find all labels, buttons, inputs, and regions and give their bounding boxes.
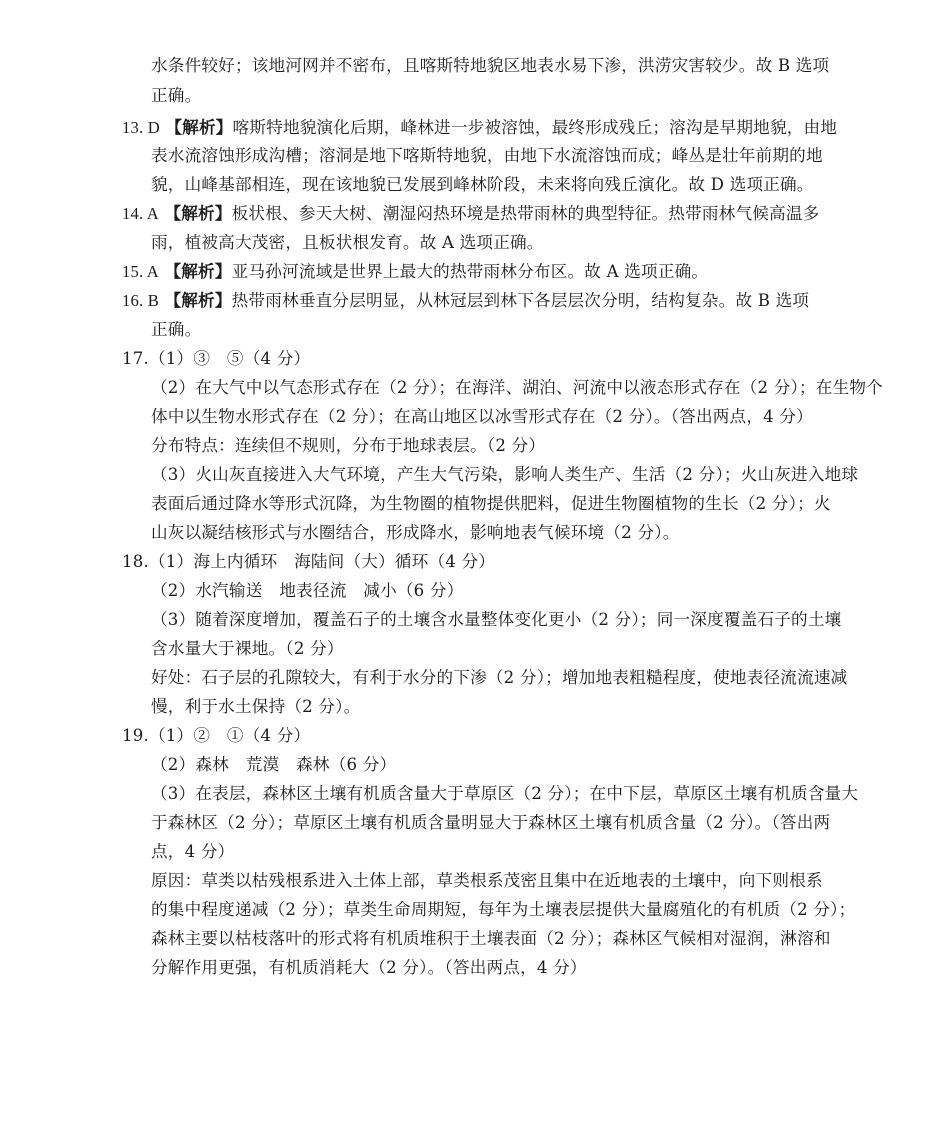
text-line: （3）随着深度增加，覆盖石子的土壤含水量整体变化更小（2 分）；同一深度覆盖石子的土壤 (151, 610, 842, 629)
analysis-tag: 【解析】 (165, 118, 233, 137)
text-line: 表面后通过降水等形式沉降，为生物圈的植物提供肥料，促进生物圈植物的生长（2 分）；火 (151, 494, 831, 513)
answer-13-choice: 13. D (122, 118, 160, 137)
text-line: 山灰以凝结核形式与水圈结合，形成降水，影响地表气候环境（2 分）。 (151, 523, 680, 542)
text-line: （2）在大气中以气态形式存在（2 分）；在海洋、湖泊、河流中以液态形式存在（2 分）；在生物个 (151, 378, 883, 397)
text-line: （2）森林 荒漠 森林（6 分） (151, 755, 397, 774)
text-line: 雨，植被高大茂密，且板状根发育。故 A 选项正确。 (151, 233, 544, 252)
answer-18-part1: 18.（1）海上内循环 海陆间（大）循环（4 分） (122, 552, 496, 571)
text-line: 含水量大于裸地。（2 分） (151, 639, 344, 658)
answer-15 (122, 261, 708, 283)
text-line: （2）水汽输送 地表径流 减小（6 分） (151, 581, 464, 600)
answer-14-text: 板状根、参天大树、潮湿闷热环境是热带雨林的典型特征。热带雨林气候高温多 (231, 204, 820, 223)
text-line: 原因：草类以枯残根系进入土体上部，草类根系茂密且集中在近地表的土壤中，向下则根系 (151, 871, 823, 890)
answer-14-choice: 14. A (122, 204, 159, 223)
analysis-tag: 【解析】 (164, 204, 232, 223)
text-line: 森林主要以枯枝落叶的形式将有机质堆积于土壤表面（2 分）；森林区气候相对湿润，淋溶和 (151, 929, 831, 948)
answer-13-text: 喀斯特地貌演化后期，峰林进一步被溶蚀，最终形成残丘；溶沟是早期地貌，由地 (232, 118, 838, 137)
text-line: 点，4 分） (151, 842, 235, 861)
analysis-tag: 【解析】 (164, 262, 232, 281)
text-line: 分布特点：连续但不规则，分布于地球表层。（2 分） (151, 436, 546, 455)
text-line: 慢，利于水土保持（2 分）。 (151, 697, 361, 716)
text-line: 正确。 (151, 86, 202, 105)
text-line: 体中以生物水形式存在（2 分）；在高山地区以冰雪形式存在（2 分）。（答出两点，4 分） (151, 407, 813, 426)
text-line: 正确。 (151, 320, 202, 339)
answer-17-part1: 17.（1）③ ⑤（4 分） (122, 349, 311, 368)
text-line: （3）在表层，森林区土壤有机质含量大于草原区（2 分）；在中下层，草原区土壤有机质含量大 (151, 784, 859, 803)
text-line: 表水流溶蚀形成沟槽；溶洞是地下喀斯特地貌，由地下水流溶蚀而成；峰丛是壮年前期的地 (151, 146, 823, 165)
answer-15-text: 亚马孙河流域是世界上最大的热带雨林分布区。故 A 选项正确。 (231, 262, 709, 281)
answer-14 (122, 203, 819, 225)
answer-16-choice: 16. B (122, 291, 159, 310)
text-line: （3）火山灰直接进入大气环境，产生大气污染，影响人类生产、生活（2 分）；火山灰进入地球 (151, 465, 859, 484)
answer-15-choice: 15. A (122, 262, 159, 281)
answer-16-text: 热带雨林垂直分层明显，从林冠层到林下各层层次分明，结构复杂。故 B 选项 (231, 291, 810, 310)
text-line: 好处：石子层的孔隙较大，有利于水分的下渗（2 分）；增加地表粗糙程度，使地表径流流速减 (151, 668, 848, 687)
answer-19-part1: 19.（1）② ①（4 分） (122, 726, 311, 745)
text-line: 分解作用更强，有机质消耗大（2 分）。（答出两点，4 分） (151, 958, 587, 977)
answer-13 (122, 117, 837, 139)
text-line: 于森林区（2 分）；草原区土壤有机质含量明显大于森林区土壤有机质含量（2 分）。（答出两 (151, 813, 831, 832)
text-line: 水条件较好；该地河网并不密布，且喀斯特地貌区地表水易下渗，洪涝灾害较少。故 B 选项 (151, 56, 830, 75)
answer-16 (122, 290, 809, 312)
analysis-tag: 【解析】 (164, 291, 232, 310)
text-line: 貌，山峰基部相连，现在该地貌已发展到峰林阶段，未来将向残丘演化。故 D 选项正确。 (151, 175, 814, 194)
text-line: 的集中程度递减（2 分）；草类生命周期短，每年为土壤表层提供大量腐殖化的有机质（2 分）； (151, 900, 856, 919)
